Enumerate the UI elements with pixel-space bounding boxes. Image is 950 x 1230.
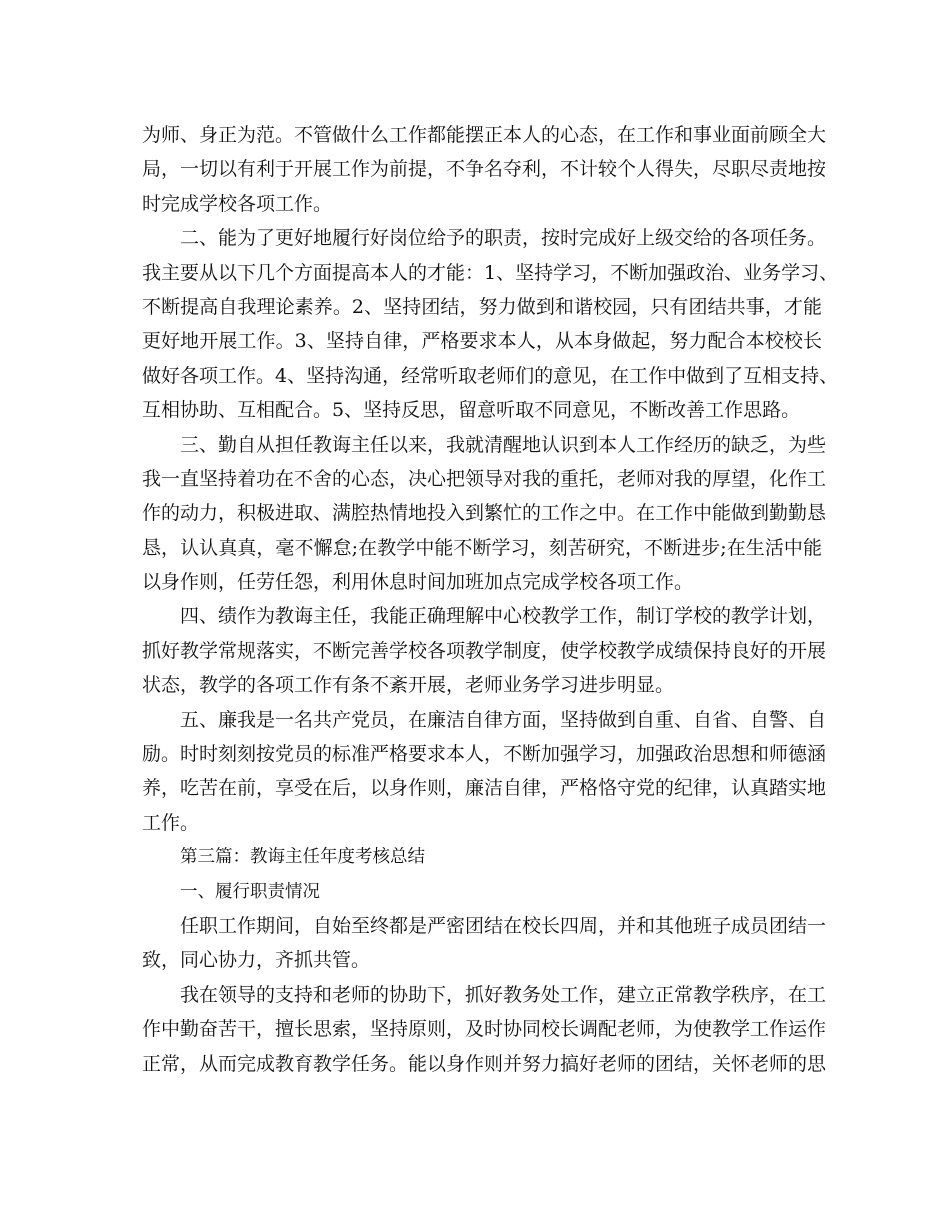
paragraph-line: 二、能为了更好地履行好岗位给予的职责，按时完成好上级交给的各项任务。 — [180, 227, 827, 250]
paragraph-line: 养，吃苦在前，享受在后，以身作则，廉洁自律，严格恪守党的纪律，认真踏实地 — [142, 777, 827, 800]
paragraph-line: 以身作则，任劳任怨，利用休息时间加班加点完成学校各项工作。 — [142, 571, 694, 594]
paragraph-line: 我在领导的支持和老师的协助下，抓好教务处工作，建立正常教学秩序，在工 — [180, 983, 827, 1006]
paragraph-line: 时完成学校各项工作。 — [142, 192, 333, 215]
paragraph-line: 为师、身正为范。不管做什么工作都能摆正本人的心态，在工作和事业面前顾全大 — [142, 124, 827, 146]
paragraph-line: 作的动力，积极进取、满腔热情地投入到繁忙的工作之中。在工作中能做到勤勤恳 — [142, 502, 827, 525]
paragraph-line: 励。时时刻刻按党员的标准严格要求本人，不断加强学习，加强政治思想和师德涵 — [142, 743, 827, 766]
paragraph-line: 抓好教学常规落实，不断完善学校各项教学制度，使学校教学成绩保持良好的开展 — [142, 639, 827, 662]
paragraph-line: 作中勤奋苦干，擅长思索，坚持原则，及时协同校长调配老师，为使教学工作运作 — [142, 1018, 827, 1041]
paragraph-line: 状态，教学的各项工作有条不紊开展，老师业务学习进步明显。 — [142, 674, 675, 697]
paragraph-line: 做好各项工作。4、坚持沟通，经常听取老师们的意见，在工作中做到了互相支持、 — [142, 364, 839, 387]
paragraph-line: 致，同心协力，齐抓共管。 — [142, 949, 371, 972]
paragraph-line: 互相协助、互相配合。5、坚持反思，留意听取不同意见，不断改善工作思路。 — [142, 399, 801, 422]
paragraph-line: 不断提高自我理论素养。2、坚持团结，努力做到和谐校园，只有团结共事，才能 — [142, 295, 822, 318]
paragraph-line: 工作。 — [142, 811, 200, 834]
section-heading-line: 一、履行职责情况 — [180, 881, 320, 902]
paragraph-line: 五、廉我是一名共产党员，在廉洁自律方面，坚持做到自重、自省、自警、自 — [180, 708, 827, 731]
paragraph-line: 我一直坚持着功在不舍的心态，决心把领导对我的重托，老师对我的厚望，化作工 — [142, 467, 827, 490]
paragraph-line: 更好地开展工作。3、坚持自律，严格要求本人，从本身做起，努力配合本校校长 — [142, 330, 822, 353]
section-heading-line: 第三篇：教诲主任年度考核总结 — [180, 847, 425, 868]
paragraph-line: 三、勤自从担任教诲主任以来，我就清醒地认识到本人工作经历的缺乏，为些 — [180, 433, 827, 456]
paragraph-line: 局，一切以有利于开展工作为前提，不争名夺利，不计较个人得失，尽职尽责地按 — [142, 158, 827, 181]
paragraph-line: 我主要从以下几个方面提高本人的才能：1、坚持学习，不断加强政治、业务学习、 — [142, 261, 839, 284]
paragraph-line: 正常，从而完成教育教学任务。能以身作则并努力搞好老师的团结，关怀老师的思 — [142, 1052, 827, 1075]
document-body — [142, 118, 839, 1081]
paragraph-line: 四、绩作为教诲主任，我能正确理解中心校教学工作，制订学校的教学计划， — [180, 605, 827, 628]
paragraph-line: 任职工作期间，自始至终都是严密团结在校长四周，并和其他班子成员团结一 — [180, 914, 827, 937]
paragraph-line: 恳，认认真真，毫不懈怠;在教学中能不断学习，刻苦研究，不断进步;在生活中能 — [142, 536, 822, 559]
